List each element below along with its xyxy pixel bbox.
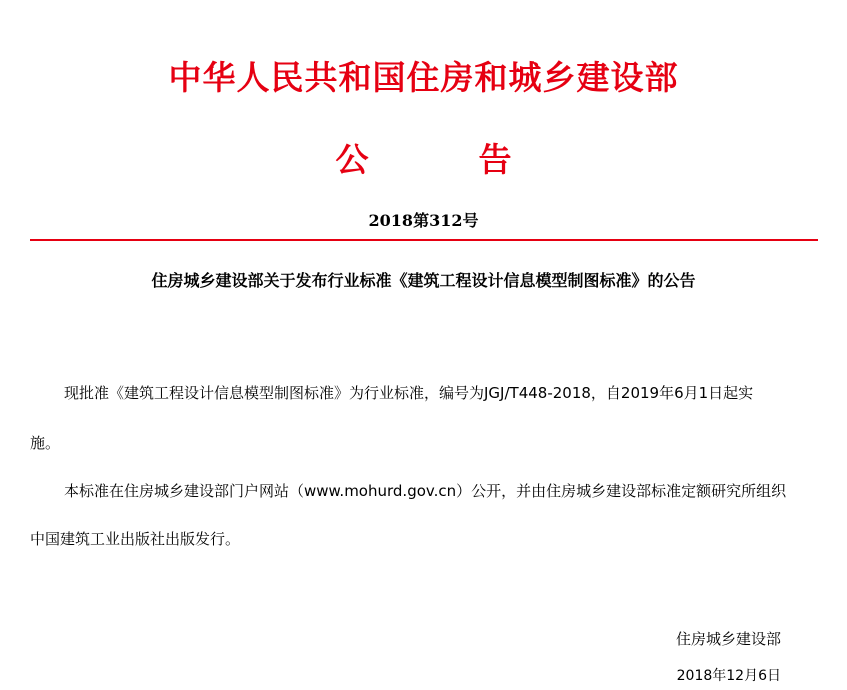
document-number: 2018第312号 bbox=[368, 211, 479, 230]
body-paragraph-1-line-2: 施。 bbox=[30, 434, 61, 452]
announcement-title bbox=[0, 134, 847, 181]
issue-date: 2018年12月6日 bbox=[676, 668, 781, 684]
body-paragraph-2-line-1: 本标准在住房城乡建设部门户网站（www.mohurd.gov.cn）公开，并由住房城乡建设部标准定额研究所组织 bbox=[64, 482, 787, 500]
body-paragraph-2-line-2: 中国建筑工业出版社出版发行。 bbox=[30, 530, 241, 548]
ministry-title: 中华人民共和国住房和城乡建设部 bbox=[168, 58, 679, 97]
announcement-char-2: 告 bbox=[478, 140, 512, 179]
red-divider-line bbox=[30, 239, 818, 241]
issuer-signature: 住房城乡建设部 bbox=[675, 630, 781, 648]
announcement-subject: 住房城乡建设部关于发布行业标准《建筑工程设计信息模型制图标准》的公告 bbox=[151, 271, 696, 290]
body-paragraph-1-line-1: 现批准《建筑工程设计信息模型制图标准》为行业标准，编号为JGJ/T448-2018，自2019年6月1日起实 bbox=[64, 384, 754, 402]
announcement-char-1: 公 bbox=[335, 140, 369, 179]
